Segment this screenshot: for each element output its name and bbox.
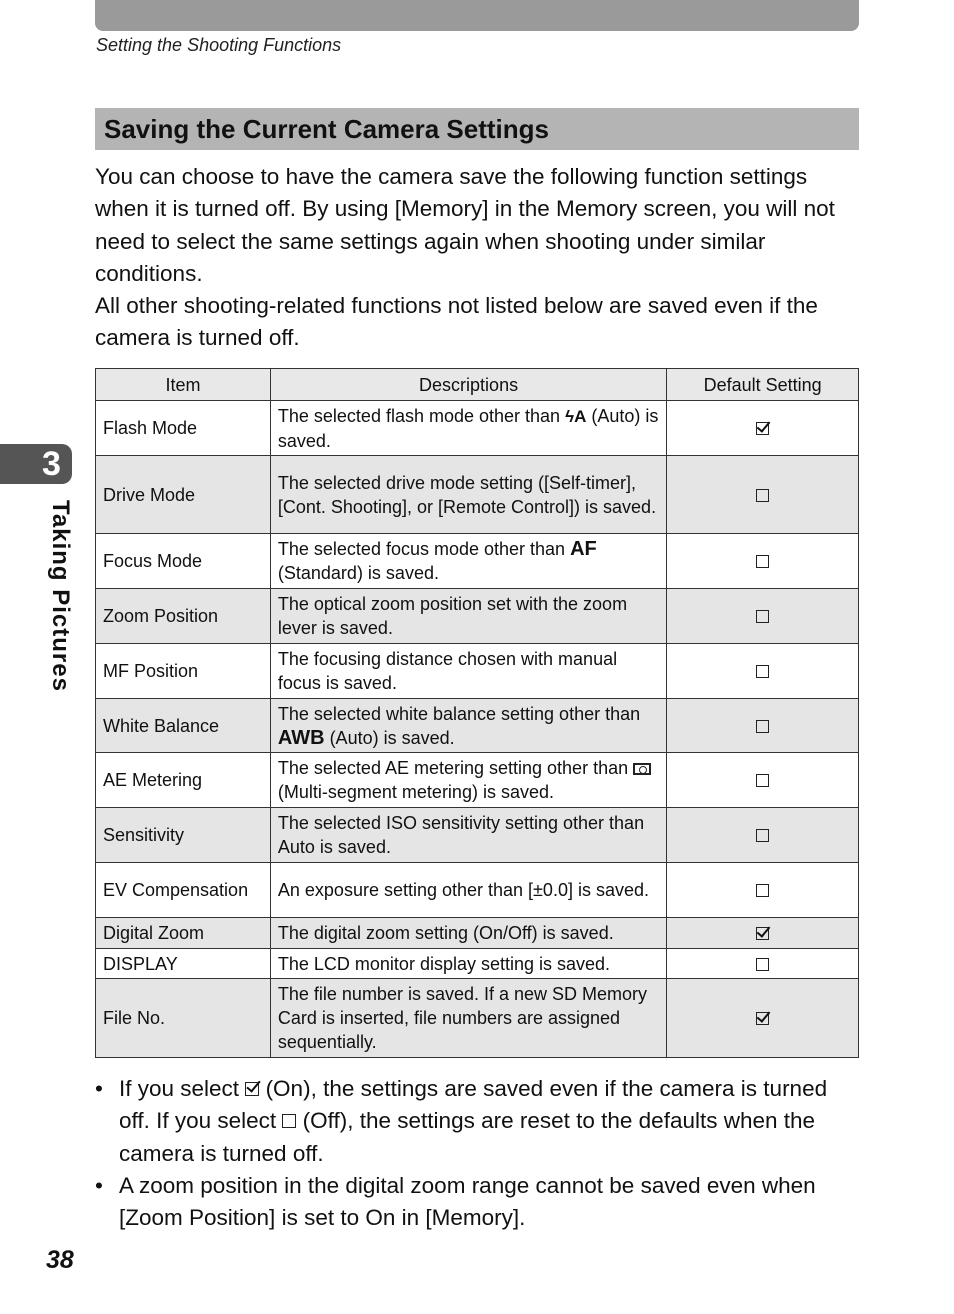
notes-list: [95, 1073, 861, 1234]
note-text: (On), the settings are saved even if the camera is turned off. If you select: [119, 1076, 828, 1134]
row-description: [270, 949, 666, 979]
row-description: [270, 753, 666, 808]
row-description: [270, 863, 666, 918]
chapter-label: Taking Pictures: [47, 500, 74, 692]
table-row: [96, 699, 859, 753]
note-item: [95, 1073, 861, 1170]
table-row: [96, 589, 859, 644]
flash-auto-icon: ϟA: [565, 406, 587, 426]
description-text: The selected ISO sensitivity setting other than Auto is saved.: [277, 813, 645, 857]
table-header-row: [96, 369, 859, 401]
table-row: [96, 918, 859, 949]
table-row: [96, 456, 859, 534]
row-default-setting: [667, 644, 859, 699]
table-body: [96, 401, 859, 1058]
note-item: [95, 1170, 861, 1235]
row-description: [270, 699, 666, 753]
row-description: [270, 644, 666, 699]
bullet: •: [95, 1172, 103, 1198]
row-item: File No.: [96, 979, 271, 1058]
memory-settings-table: [95, 368, 859, 1058]
checkbox-checked-icon: [245, 1082, 259, 1096]
note-text: If you select: [119, 1076, 246, 1101]
description-text: The selected focus mode other than: [277, 539, 571, 559]
table-row: [96, 949, 859, 979]
checkbox-checked-icon: [756, 927, 769, 940]
row-default-setting: [667, 534, 859, 589]
row-item: Zoom Position: [96, 589, 271, 644]
row-default-setting: [667, 863, 859, 918]
checkbox-empty-icon: [756, 774, 769, 787]
checkbox-empty-icon: [756, 958, 769, 971]
row-default-setting: [667, 753, 859, 808]
header-descriptions: Descriptions: [270, 369, 666, 401]
row-default-setting: [667, 401, 859, 456]
row-default-setting: [667, 808, 859, 863]
table-row: [96, 979, 859, 1058]
row-default-setting: [667, 699, 859, 753]
description-text: The LCD monitor display setting is saved.: [277, 953, 611, 974]
note-text: (Off), the settings are reset to the defaults when the camera is turned off.: [119, 1108, 816, 1166]
checkbox-empty-icon: [756, 665, 769, 678]
row-default-setting: [667, 979, 859, 1058]
row-description: [270, 456, 666, 534]
row-default-setting: [667, 456, 859, 534]
mode-symbol: AWB: [277, 726, 325, 749]
description-text: The selected drive mode setting ([Self-timer], [Cont. Shooting], or [Remote Control]) is saved.: [277, 472, 657, 517]
page-number: 38: [46, 1246, 74, 1274]
description-text: (Multi-segment metering) is saved.: [277, 782, 554, 802]
running-header: Setting the Shooting Functions: [96, 35, 342, 55]
row-default-setting: [667, 589, 859, 644]
description-text: The focusing distance chosen with manual focus is saved.: [277, 649, 618, 693]
header-default-setting: Default Setting: [667, 369, 859, 401]
row-item: AE Metering: [96, 753, 271, 808]
checkbox-empty-icon: [756, 489, 769, 502]
row-description: [270, 918, 666, 949]
checkbox-empty-icon: [282, 1114, 296, 1128]
section-title: Saving the Current Camera Settings: [95, 108, 859, 150]
row-item: Flash Mode: [96, 401, 271, 456]
table-row: [96, 534, 859, 589]
header-item: Item: [96, 369, 271, 401]
table-row: [96, 753, 859, 808]
checkbox-checked-icon: [756, 1012, 769, 1025]
table-row: [96, 644, 859, 699]
description-text: The digital zoom setting (On/Off) is saved.: [277, 923, 614, 943]
multi-segment-metering-icon: [633, 763, 651, 775]
intro-paragraph-2: All other shooting-related functions not listed below are saved even if the camera is turned off.: [95, 293, 818, 351]
table-row: [96, 863, 859, 918]
chapter-tab: [0, 444, 72, 484]
description-text: The selected white balance setting other than: [277, 703, 641, 724]
table-row: [96, 808, 859, 863]
row-item: Digital Zoom: [96, 918, 271, 949]
row-description: [270, 534, 666, 589]
intro-paragraph-1: You can choose to have the camera save the following function settings when it is turned off. By using [Memory] in the Memory screen, you will not need to select the same settings again when shooting under similar conditions.: [95, 164, 835, 286]
note-text: A zoom position in the digital zoom range cannot be saved even when [Zoom Position] is set to On in [Memory].: [119, 1172, 816, 1231]
row-item: Sensitivity: [96, 808, 271, 863]
row-default-setting: [667, 918, 859, 949]
checkbox-empty-icon: [756, 884, 769, 897]
row-default-setting: [667, 949, 859, 979]
row-item: EV Compensation: [96, 863, 271, 918]
row-item: DISPLAY: [96, 949, 271, 979]
checkbox-checked-icon: [756, 422, 769, 435]
table-row: [96, 401, 859, 456]
description-text: (Standard) is saved.: [277, 563, 439, 583]
description-text: An exposure setting other than [±0.0] is saved.: [277, 880, 649, 900]
checkbox-empty-icon: [756, 610, 769, 623]
mode-symbol: AF: [570, 538, 597, 560]
chapter-number: 3: [42, 445, 61, 483]
bullet: •: [95, 1076, 103, 1101]
description-text: (Auto) is saved.: [277, 405, 659, 451]
description-text: The selected AE metering setting other than: [277, 758, 634, 778]
row-item: MF Position: [96, 644, 271, 699]
row-item: Drive Mode: [96, 456, 271, 534]
row-description: [270, 589, 666, 644]
description-text: The optical zoom position set with the zoom lever is saved.: [277, 594, 628, 638]
description-text: (Auto) is saved.: [324, 727, 455, 748]
row-item: Focus Mode: [96, 534, 271, 589]
checkbox-empty-icon: [756, 829, 769, 842]
row-description: [270, 979, 666, 1058]
description-text: The file number is saved. If a new SD Memory Card is inserted, file numbers are assigned sequentially.: [277, 984, 648, 1052]
row-description: [270, 808, 666, 863]
checkbox-empty-icon: [756, 720, 769, 733]
checkbox-empty-icon: [756, 555, 769, 568]
row-description: [270, 401, 666, 456]
row-item: White Balance: [96, 699, 271, 753]
description-text: The selected flash mode other than: [277, 405, 566, 426]
top-header-bar: [95, 0, 859, 31]
intro-text: [95, 161, 861, 355]
